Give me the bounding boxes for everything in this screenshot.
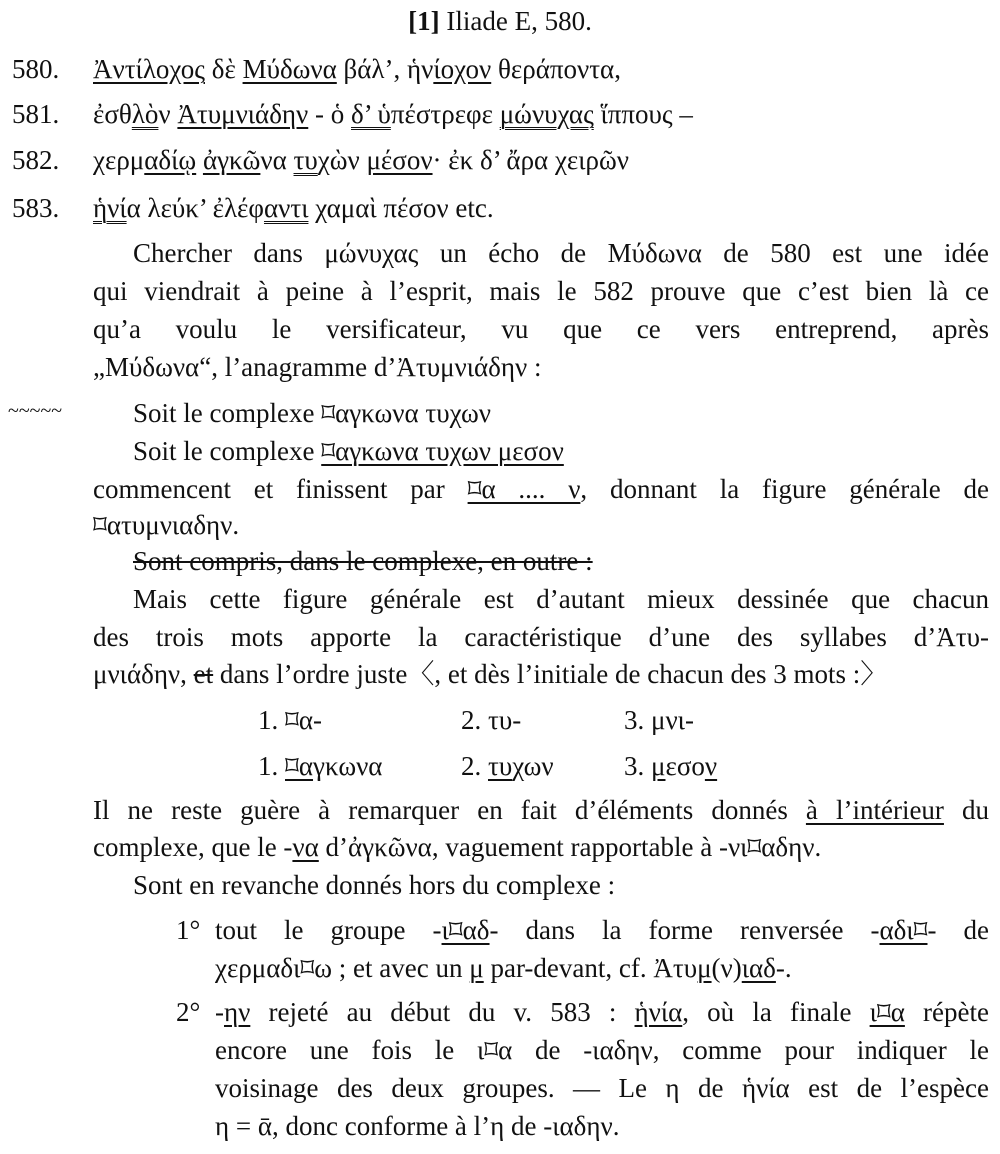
paragraph-line: qui viendrait à peine à l’esprit, mais le 582 prouve que c’est bien là ce [93,276,989,306]
verse-text [93,97,693,131]
word-cell [624,749,717,783]
word-cell [461,749,554,783]
paragraph-line: qu’a voulu le versificateur, vu que ce vers entreprend, après [93,314,989,344]
verse-word: ν [158,99,178,129]
item-line: encore une fois le ι⌑α de -ιαδην, comme pour indiquer le [215,1035,989,1065]
item-line [215,913,989,947]
text-run: dans l’ordre juste〈, et dès l’initiale de chacun des 3 mots :〉 [213,659,888,689]
complex-line-2 [133,434,564,468]
verse-text [93,52,621,86]
heading-title: Iliade E, 580. [439,6,592,36]
verse-word: χαμαὶ πέσον etc. [308,193,494,223]
text-run: Il ne reste guère à remarquer en fait d’éléments donnés [93,795,806,825]
underlined-group: αδι⌑ [879,915,928,945]
verse-word: Μύδωνα [242,54,337,84]
verse-word: α λεύκ’ ἐλέφ [126,193,264,223]
word-cell [258,749,382,783]
text-run: du [943,795,990,825]
verse-word: να [260,145,294,175]
underlined-syllable: τυ [488,751,513,781]
commencent-line [93,472,989,506]
pattern-underlined: ⌑α .... ν [467,474,581,504]
hors-complexe-line: Sont en revanche donnés hors du complexe : [133,870,616,900]
text-run: complexe, que le - [93,832,293,862]
cell-number: 2. [461,751,488,781]
verse-word: μώνυχας [499,99,594,129]
underlined-syllable: ν [704,751,718,781]
paragraph-line: des trois mots apporte la caractéristique d’une des syllabes d’Ἀτυ- [93,622,989,652]
text-run: (ν) [711,953,742,983]
verse-number: 580. [12,54,60,84]
page-heading [0,4,1000,38]
verse-text [93,143,629,177]
text-run: χερμαδι⌑ω ; et avec un [215,953,470,983]
verse-word: λὸ [131,99,159,129]
verse-word: χὼν [317,145,367,175]
verse-word: δ’ ὑ [351,99,391,129]
verse-word: Ἀτυμνιάδην [177,99,309,129]
cell-rest: εσο [665,751,705,781]
item-line [215,995,989,1029]
paragraph-line: Chercher dans μώνυχας un écho de Μύδωνα de 580 est une idée [133,238,989,268]
item-line: η = ᾱ, donc conforme à l’η de -ιαδην. [215,1111,620,1141]
struck-word: et [193,659,214,689]
verse-text [93,191,494,225]
paragraph-line [93,830,821,864]
paragraph-line: Mais cette figure générale est d’autant mieux dessinée que chacun [133,584,989,614]
underlined-group: ι⌑αδ [441,915,490,945]
verse-word: ἐσθ [93,99,132,129]
paragraph-line [93,657,887,691]
cell-rest: γκωνα [313,751,383,781]
underlined-syllable: ⌑α [285,751,314,781]
text-run: - de [927,915,989,945]
verse-word: βάλ’, ἡν [336,54,434,84]
text-run: , où la finale [682,997,870,1027]
text-run: commencent et finissent par [93,474,468,504]
paragraph-line: „Μύδωνα“, l’anagramme d’Ἀτυμνιάδην : [93,352,542,382]
complex-line-1: Soit le complexe ⌑αγκωνα τυχων [133,398,491,428]
general-figure: ⌑ατυμνιαδην. [93,510,240,540]
margin-tilde-mark: ~~~~~ [8,400,63,422]
underlined-group: ην [224,997,251,1027]
text-run: -. [775,953,792,983]
text-run: tout le groupe - [215,915,442,945]
verse-word: τυ [293,145,318,175]
item-line: voisinage des deux groupes. — Le η de ἡνία est de l’espèce [215,1073,989,1103]
text-run: d’ἀγκῶνα, vaguement rapportable à -νι⌑αδην. [318,832,822,862]
verse-word: Ἀντίλοχος [93,54,205,84]
text-run: - [215,997,224,1027]
verse-number: 582. [12,145,60,175]
struck-line: Sont compris, dans le complexe, en outre : [133,546,593,576]
text-run: répète [904,997,989,1027]
syllable-cell: 1. ⌑α- [258,705,322,735]
cell-rest: χων [512,751,554,781]
underlined-phrase: à l’intérieur [805,795,944,825]
text-run: par-devant, cf. Ἀτυ [483,953,698,983]
paragraph-line [93,793,989,827]
verse-word: πέστρεφε [390,99,500,129]
verse-word: χερμ [93,145,145,175]
text-run: rejeté au début du v. 583 : [250,997,635,1027]
underlined-word: ἡνία [634,997,683,1027]
underlined-group: ι⌑α [869,997,905,1027]
cell-number: 1. [258,751,285,781]
verse-word: · ἐκ δ’ ἄρα χειρῶν [432,145,629,175]
underlined-group: ιαδ [741,953,776,983]
verse-word [196,145,203,175]
item-line [215,951,792,985]
verse-word: ἡνί [93,193,127,223]
text-run: μνιάδην, [93,659,194,689]
verse-word: αδίῳ [144,145,197,175]
cell-number: 3. [624,751,651,781]
underlined-letter: μ [697,953,712,983]
verse-word: αντι [263,193,309,223]
heading-number: [1] [408,6,440,36]
verse-word: ἀγκῶ [202,145,261,175]
underlined-letter: μ [469,953,484,983]
complex-label: Soit le complexe [133,436,322,466]
verse-word: ίοχον [433,54,492,84]
underlined-syllable: μ [651,751,666,781]
verse-word: δὲ [205,54,243,84]
item-number: 1° [176,915,201,945]
verse-word: ἵππους – [593,99,693,129]
syllable-cell: 2. τυ- [461,705,522,735]
complex-words: ⌑αγκωνα τυχων μεσον [321,436,564,466]
text-run: , donnant la figure générale de [580,474,989,504]
item-number: 2° [176,997,201,1027]
underlined-syllable: να [292,832,319,862]
text-run: - dans la forme renversée - [489,915,880,945]
verse-word: θεράποντα, [491,54,621,84]
verse-number: 583. [12,193,60,223]
syllable-cell: 3. μνι- [624,705,694,735]
verse-word: - ὁ [308,99,352,129]
verse-number: 581. [12,99,60,129]
verse-word: μέσον [366,145,433,175]
